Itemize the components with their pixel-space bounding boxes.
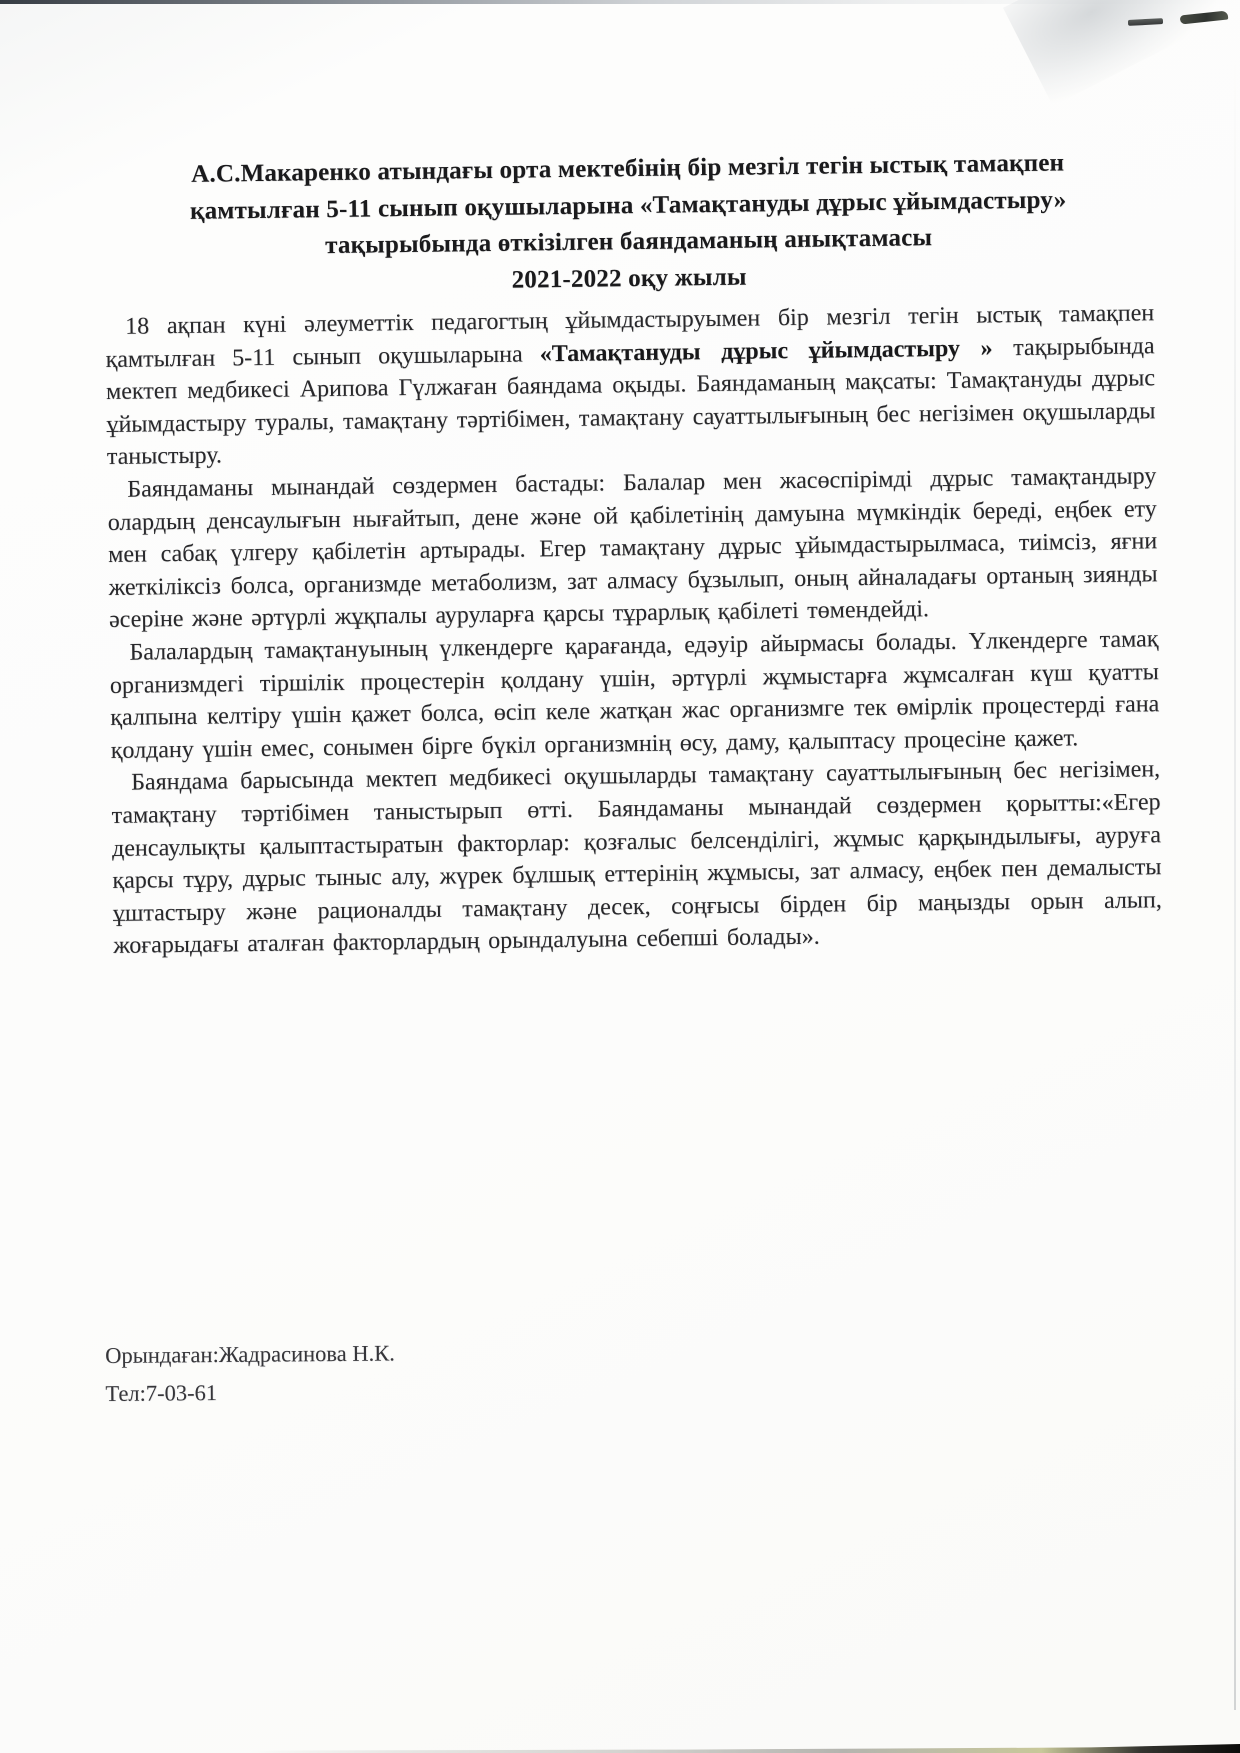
paragraph-2: Баяндаманы мынандай сөздермен бастады: Балалар мен жасөспірімді дұрыс тамақтандыру олардың денсаулығын нығайтып, дене және ой қабілетінің дамуына мүмкіндік береді, еңбек ету мен сабақ үлгеру қабілетін артырады. Егер тамақтану дұрыс ұйымдастырылмаса, тиімсіз, яғни жеткіліксіз болса, организмде метаболизм, зат алмасу бұзылып, оның айналадағы ортаның зиянды әсеріне және әртүрлі жұқпалы ауруларға қарсы тұрарлық қабілеті төмендейді. (107, 463, 1158, 634)
paragraph-3: Балалардың тамақтануының үлкендерге қарағанда, едәуір айырмасы болады. Үлкендерге тамақ организмдегі тіршілік процестерін қолдану үшін, әртүрлі жұмыстарға жұмсалған күш қуатты қалпына келтіру үшін қажет болса, өсіп келе жатқан жас организмге тек өмірлік процестерді ғана қолдану үшін емес, сонымен бірге бүкіл организмнің өсу, даму, қалыптасу процесіне қажет. (109, 626, 1160, 764)
scan-edge-bottom-line (0, 1744, 1240, 1753)
document-content (103, 144, 1162, 963)
paragraph-1 (105, 297, 1156, 474)
signature-block (105, 1334, 395, 1413)
title-line-1: А.С.Макаренко атындағы орта мектебінің бір мезгіл тегін ыстық тамақпен (191, 149, 1065, 188)
title-line-school-year: 2021-2022 оқу жылы (511, 263, 747, 294)
title-line-3: тақырыбында өткізілген баяндаманың анықтамасы (324, 224, 933, 260)
scan-edge-right-line (1234, 60, 1236, 1710)
signature-phone-line: Тел:7-03-61 (105, 1380, 218, 1406)
document-title (103, 144, 1154, 304)
document-body (105, 297, 1162, 963)
paragraph-4: Баяндама барысында мектеп медбикесі оқушыларды тамақтану сауаттылығының бес негізімен, тамақтану тәртібімен таныстырып өтті. Баяндаманы мынандай сөздермен қорытты:«Егер денсаулықты қалыптастыратын факторлар: қозғалыс белсенділігі, жұмыс қарқындылығы, ауруға қарсы тұру, дұрыс тыныс алу, жүрек бұлшық еттерінің жұмысы, зат алмасу, еңбек пен демалысты ұштастыру және рационалды тамақтану десек, соңғысы бірден бір маңызды орын алып, жоғарыдағы аталған факторлардың орындалуына себепші болады». (111, 756, 1162, 960)
signature-executor-line: Орындаған:Жадрасинова Н.К. (105, 1340, 395, 1368)
paragraph-1-text: 18 ақпан күні әлеуметтік педагогтың ұйымдастыруымен бір мезгіл тегін ыстық тамақпен қамтылған 5-11 сынып оқушыларына (105, 300, 1155, 373)
title-line-2: қамтылған 5-11 сынып оқушыларына «Тамақтануды дұрыс ұйымдастыру» (189, 185, 1067, 225)
paragraph-1-text-continued: тақырыбында мектеп медбикесі Арипова Гүлжаған баяндама оқыды. Баяндаманың мақсаты: Тамақтануды дұрыс ұйымдастыру туралы, тамақтану тәртібімен, тамақтану сауаттылығының бес негізімен оқушыларды таныстыру. (105, 332, 1156, 471)
paragraph-1-bold-quote: «Тамақтануды дұрыс ұйымдастыру » (539, 334, 1014, 367)
